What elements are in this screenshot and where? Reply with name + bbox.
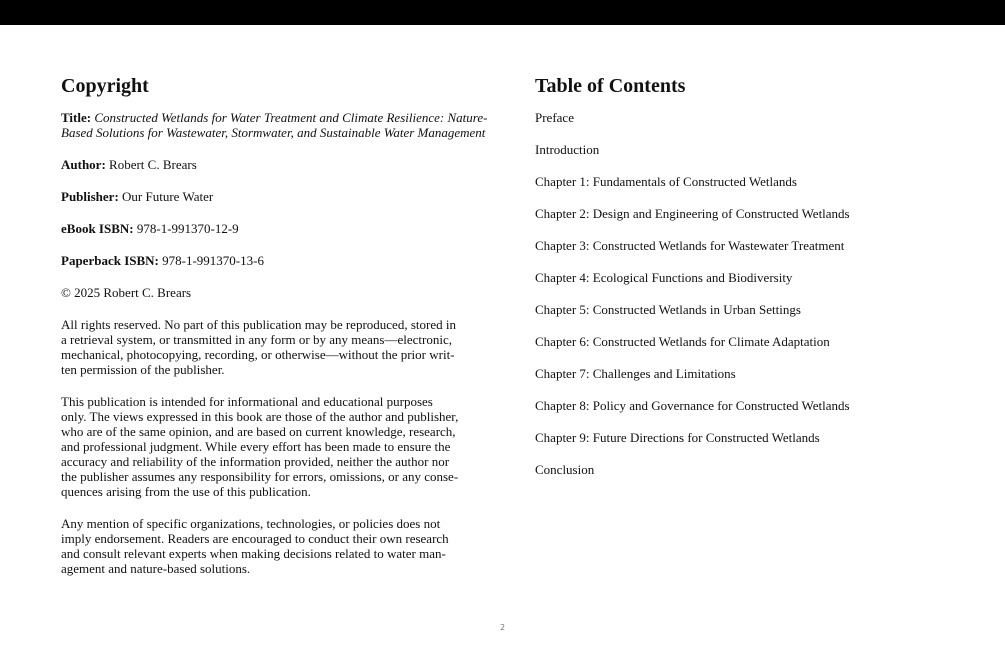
copyright-heading: Copyright <box>61 75 149 97</box>
toc-item-chapter-3[interactable]: Chapter 3: Constructed Wetlands for Wastewater Treatment <box>535 238 845 253</box>
publisher-field <box>61 189 516 204</box>
text-line: accuracy and reliability of the information provided, neither the author nor <box>61 454 450 469</box>
toc-item-chapter-1[interactable]: Chapter 1: Fundamentals of Constructed Wetlands <box>535 174 797 189</box>
toc-item-chapter-5[interactable]: Chapter 5: Constructed Wetlands in Urban Settings <box>535 302 801 317</box>
copyright-line: © 2025 Robert C. Brears <box>61 285 192 300</box>
text-line: who are of the same opinion, and are based on current knowledge, research, <box>61 424 456 439</box>
paperback-isbn-value: 978-1-991370-13-6 <box>162 253 264 268</box>
text-line: This publication is intended for informational and educational purposes <box>61 394 433 409</box>
toc-item-chapter-2[interactable]: Chapter 2: Design and Engineering of Constructed Wetlands <box>535 206 850 221</box>
publisher-label: Publisher: <box>61 189 119 204</box>
toc-item-chapter-4[interactable]: Chapter 4: Ecological Functions and Biodiversity <box>535 270 793 285</box>
table-of-contents <box>535 74 990 494</box>
author-value: Robert C. Brears <box>109 157 197 172</box>
disclaimer-paragraph <box>61 394 516 499</box>
toc-item-chapter-6[interactable]: Chapter 6: Constructed Wetlands for Climate Adaptation <box>535 334 830 349</box>
title-field <box>61 110 516 140</box>
endorsement-paragraph <box>61 516 516 576</box>
text-line: imply endorsement. Readers are encouraged to conduct their own research <box>61 531 449 546</box>
copyright-section <box>61 74 516 593</box>
title-line: Based Solutions for Wastewater, Stormwater, and Sustainable Water Management <box>61 125 486 140</box>
ebook-isbn-field <box>61 221 516 236</box>
toc-heading: Table of Contents <box>535 75 686 97</box>
top-bar <box>0 0 1005 25</box>
toc-item-preface[interactable]: Preface <box>535 110 574 125</box>
page-number: 2 <box>499 623 506 632</box>
paperback-isbn-field <box>61 253 516 268</box>
text-line: and consult relevant experts when making decisions related to water man- <box>61 546 446 561</box>
toc-item-chapter-8[interactable]: Chapter 8: Policy and Governance for Constructed Wetlands <box>535 398 850 413</box>
toc-item-chapter-9[interactable]: Chapter 9: Future Directions for Constructed Wetlands <box>535 430 820 445</box>
toc-item-chapter-7[interactable]: Chapter 7: Challenges and Limitations <box>535 366 736 381</box>
text-line: and professional judgment. While every effort has been made to ensure the <box>61 439 451 454</box>
author-label: Author: <box>61 157 106 172</box>
text-line: a retrieval system, or transmitted in any form or by any means—electronic, <box>61 332 452 347</box>
ebook-isbn-label: eBook ISBN: <box>61 221 134 236</box>
text-line: only. The views expressed in this book are those of the author and publisher, <box>61 409 459 424</box>
rights-paragraph <box>61 317 516 377</box>
title-label: Title: <box>61 110 92 125</box>
paperback-isbn-label: Paperback ISBN: <box>61 253 159 268</box>
text-line: All rights reserved. No part of this publication may be reproduced, stored in <box>61 317 456 332</box>
text-line: Any mention of specific organizations, technologies, or policies does not <box>61 516 441 531</box>
text-line: ten permission of the publisher. <box>61 362 225 377</box>
toc-item-conclusion[interactable]: Conclusion <box>535 462 595 477</box>
title-line: Constructed Wetlands for Water Treatment and Climate Resilience: Nature- <box>94 110 488 125</box>
toc-item-introduction[interactable]: Introduction <box>535 142 600 157</box>
ebook-isbn-value: 978-1-991370-12-9 <box>136 221 239 236</box>
text-line: mechanical, photocopying, recording, or otherwise—without the prior writ- <box>61 347 455 362</box>
author-field <box>61 157 516 172</box>
text-line: quences arising from the use of this publication. <box>61 484 311 499</box>
text-line: the publisher assumes any responsibility for errors, omissions, or any conse- <box>61 469 459 484</box>
publisher-value: Our Future Water <box>122 189 214 204</box>
text-line: agement and nature-based solutions. <box>61 561 251 576</box>
